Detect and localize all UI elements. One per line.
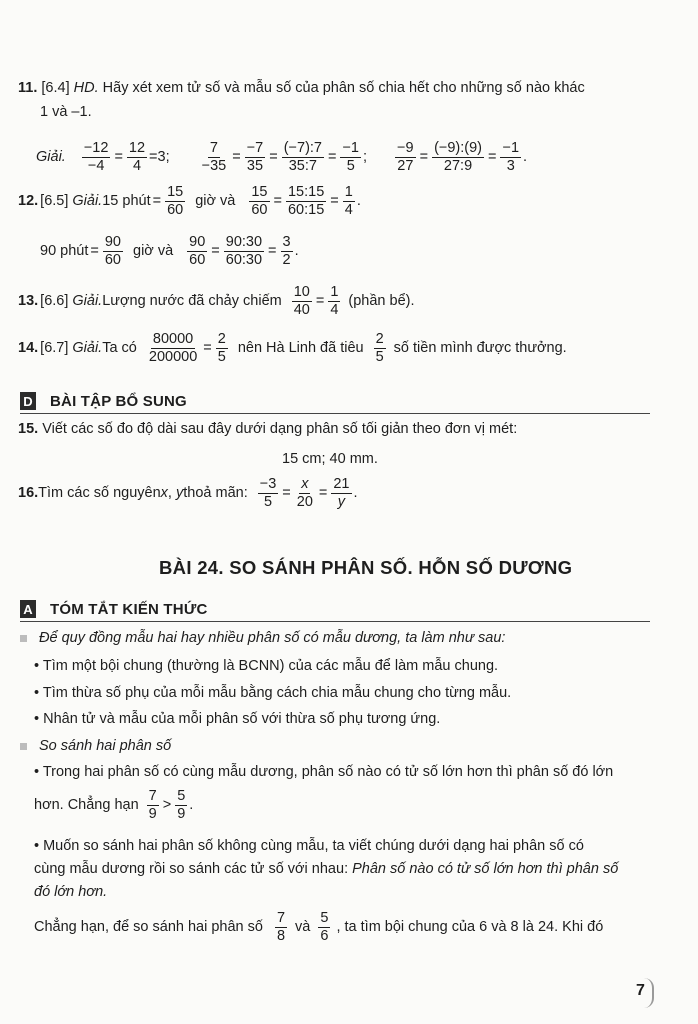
fraction: $\frac{x}{20}$ — [296, 475, 313, 510]
fraction: $\frac{10}{40}$ — [293, 283, 310, 318]
section-a-heading — [20, 598, 208, 620]
compare-title: So sánh hai phân số — [20, 736, 171, 756]
fraction: $\frac{90:30}{60:30}$ — [225, 233, 263, 268]
section-title: TÓM TẮT KIẾN THỨC — [50, 600, 208, 618]
fraction: $\frac{90}{60}$ — [189, 233, 206, 268]
fraction: $\frac{-1}{3}$ — [502, 139, 520, 174]
section-d-heading — [20, 390, 187, 412]
fraction: $\frac{1}{4}$ — [330, 283, 339, 318]
exercise-16: 16. Tìm các số nguyên x , y thoả mãn: $\frac{-3}{5}$ = $\frac{x}{20}$ = $\frac{21}{y}$ . — [18, 475, 358, 510]
fraction: $\frac{15:15}{60:15}$ — [287, 183, 325, 218]
exercise-15: 15. Viết các số đo độ dài sau đây dưới dạng phân số tối giản theo đơn vị mét: — [18, 421, 518, 437]
section-title: BÀI TẬP BỔ SUNG — [50, 392, 187, 410]
fraction: $\frac{2}{5}$ — [217, 330, 226, 365]
exercise-15-values: 15 cm; 40 mm. — [282, 451, 378, 467]
bullet-square-icon — [20, 635, 27, 642]
compare-diff-line-2: cùng mẫu dương rồi so sánh các tử số với nhau: Phân số nào có tử số lớn hơn thì phân số — [34, 861, 619, 877]
exercise-number: 16. — [18, 485, 39, 501]
exercise-13: 13. [6.6] Giải. Lượng nước đã chảy chiếm $\frac{10}{40}$ = $\frac{1}{4}$ (phần bể). — [18, 283, 415, 318]
exercise-number: 11. — [18, 80, 38, 96]
solution-label: Giải. — [36, 149, 66, 165]
summary-step-1: • Tìm một bội chung (thường là BCNN) của các mẫu để làm mẫu chung. — [34, 658, 499, 674]
exercise-text: Hãy xét xem tử số và mẫu số của phân số chia hết cho những số nào khác — [98, 80, 585, 96]
fraction: $\frac{7}{-35}$ — [201, 139, 227, 174]
exercise-number: 12. — [18, 193, 39, 209]
section-divider — [20, 413, 650, 414]
exercise-14: 14. [6.7] Giải. Ta có $\frac{80000}{200000}$ = $\frac{2}{5}$ nên Hà Linh đã tiêu $\frac{2}{5}$ số tiền mình được thưởng. — [18, 330, 567, 365]
summary-step-2: • Tìm thừa số phụ của mỗi mẫu bằng cách chia mẫu chung cho từng mẫu. — [34, 685, 512, 701]
fraction: $\frac{21}{y}$ — [333, 475, 350, 510]
fraction: $\frac{7}{8}$ — [276, 909, 286, 944]
fraction: $\frac{3}{2}$ — [282, 233, 291, 268]
fraction: $\frac{7}{9}$ — [148, 787, 157, 822]
fraction: $\frac{90}{60}$ — [104, 233, 121, 268]
exercise-12-line-2: 90 phút = $\frac{90}{60}$ giờ và $\frac{90}{60}$ = $\frac{90:30}{60:30}$ = $\frac{3}{2}$ . — [40, 233, 299, 268]
bullet-square-icon — [20, 743, 27, 750]
fraction: $\frac{-1}{5}$ — [342, 139, 360, 174]
exercise-11-statement-cont: 1 và –1. — [40, 104, 92, 120]
fraction: $\frac{(-9):(9)}{27:9}$ — [434, 139, 483, 174]
compare-same-example: hơn. Chẳng hạn $\frac{7}{9}$ > $\frac{5}{9}$ . — [34, 787, 194, 822]
fraction: $\frac{-3}{5}$ — [259, 475, 277, 510]
exercise-11-statement — [18, 80, 585, 96]
fraction: $\frac{15}{60}$ — [251, 183, 268, 218]
section-divider — [20, 621, 650, 622]
fraction: $\frac{80000}{200000}$ — [148, 330, 198, 365]
compare-diff-line-3: đó lớn hơn. — [34, 884, 108, 900]
fraction: $\frac{12}{4}$ — [128, 139, 146, 174]
fraction: $\frac{-12}{-4}$ — [83, 139, 109, 174]
hint-label: HD. — [73, 80, 99, 96]
summary-step-3: • Nhân tử và mẫu của mỗi phân số với thừa số phụ tương ứng. — [34, 711, 441, 727]
fraction: $\frac{(-7):7}{35:7}$ — [283, 139, 322, 174]
fraction: $\frac{-7}{35}$ — [246, 139, 264, 174]
fraction: $\frac{15}{60}$ — [167, 183, 184, 218]
compare-diff-line-1: • Muốn so sánh hai phân số không cùng mẫu, ta viết chúng dưới dạng hai phân số có — [34, 838, 584, 854]
result: =3; — [149, 149, 170, 165]
section-letter-badge: A — [20, 600, 36, 618]
fraction: $\frac{5}{6}$ — [320, 909, 329, 944]
fraction: $\frac{1}{4}$ — [344, 183, 353, 218]
fraction: $\frac{-9}{27}$ — [397, 139, 414, 174]
page-number-bracket — [644, 978, 654, 1008]
summary-intro: Để quy đồng mẫu hai hay nhiều phân số có mẫu dương, ta làm như sau: — [20, 628, 505, 648]
exercise-ref: [6.4] — [41, 80, 70, 96]
page-number: 7 — [636, 982, 645, 999]
fraction: $\frac{2}{5}$ — [375, 330, 384, 365]
exercise-11-solution: Giải. $\frac{-12}{-4}$ = $\frac{12}{4}$ =3; $\frac{7}{-35}$ = $\frac{-7}{35}$ = $\frac{(-7):7}{35:7}$ = $\frac{-1}{5}$ ; $\frac{-9}{27}$ = $\frac{(-9):(9)}{27:9}$ = $\frac{-1}{3}$ . — [36, 139, 528, 174]
exercise-12-line-1: 12. [6.5] Giải. 15 phút = $\frac{15}{60}$ giờ và $\frac{15}{60}$ = $\frac{15:15}{60:15}$ = $\frac{1}{4}$ . — [18, 183, 361, 218]
exercise-number: 13. — [18, 293, 39, 309]
section-letter-badge: D — [20, 392, 36, 410]
exercise-number: 15. — [18, 421, 39, 437]
fraction: $\frac{5}{9}$ — [177, 787, 186, 822]
compare-diff-example: Chẳng hạn, để so sánh hai phân số $\frac{7}{8}$ và $\frac{5}{6}$ , ta tìm bội chung của 6 và 8 là 24. Khi đó — [34, 909, 604, 944]
exercise-number: 14. — [18, 340, 39, 356]
lesson-title: BÀI 24. SO SÁNH PHÂN SỐ. HỖN SỐ DƯƠNG — [159, 557, 573, 578]
compare-same-denominator: • Trong hai phân số có cùng mẫu dương, phân số nào có tử số lớn hơn thì phân số đó lớn — [34, 764, 614, 780]
